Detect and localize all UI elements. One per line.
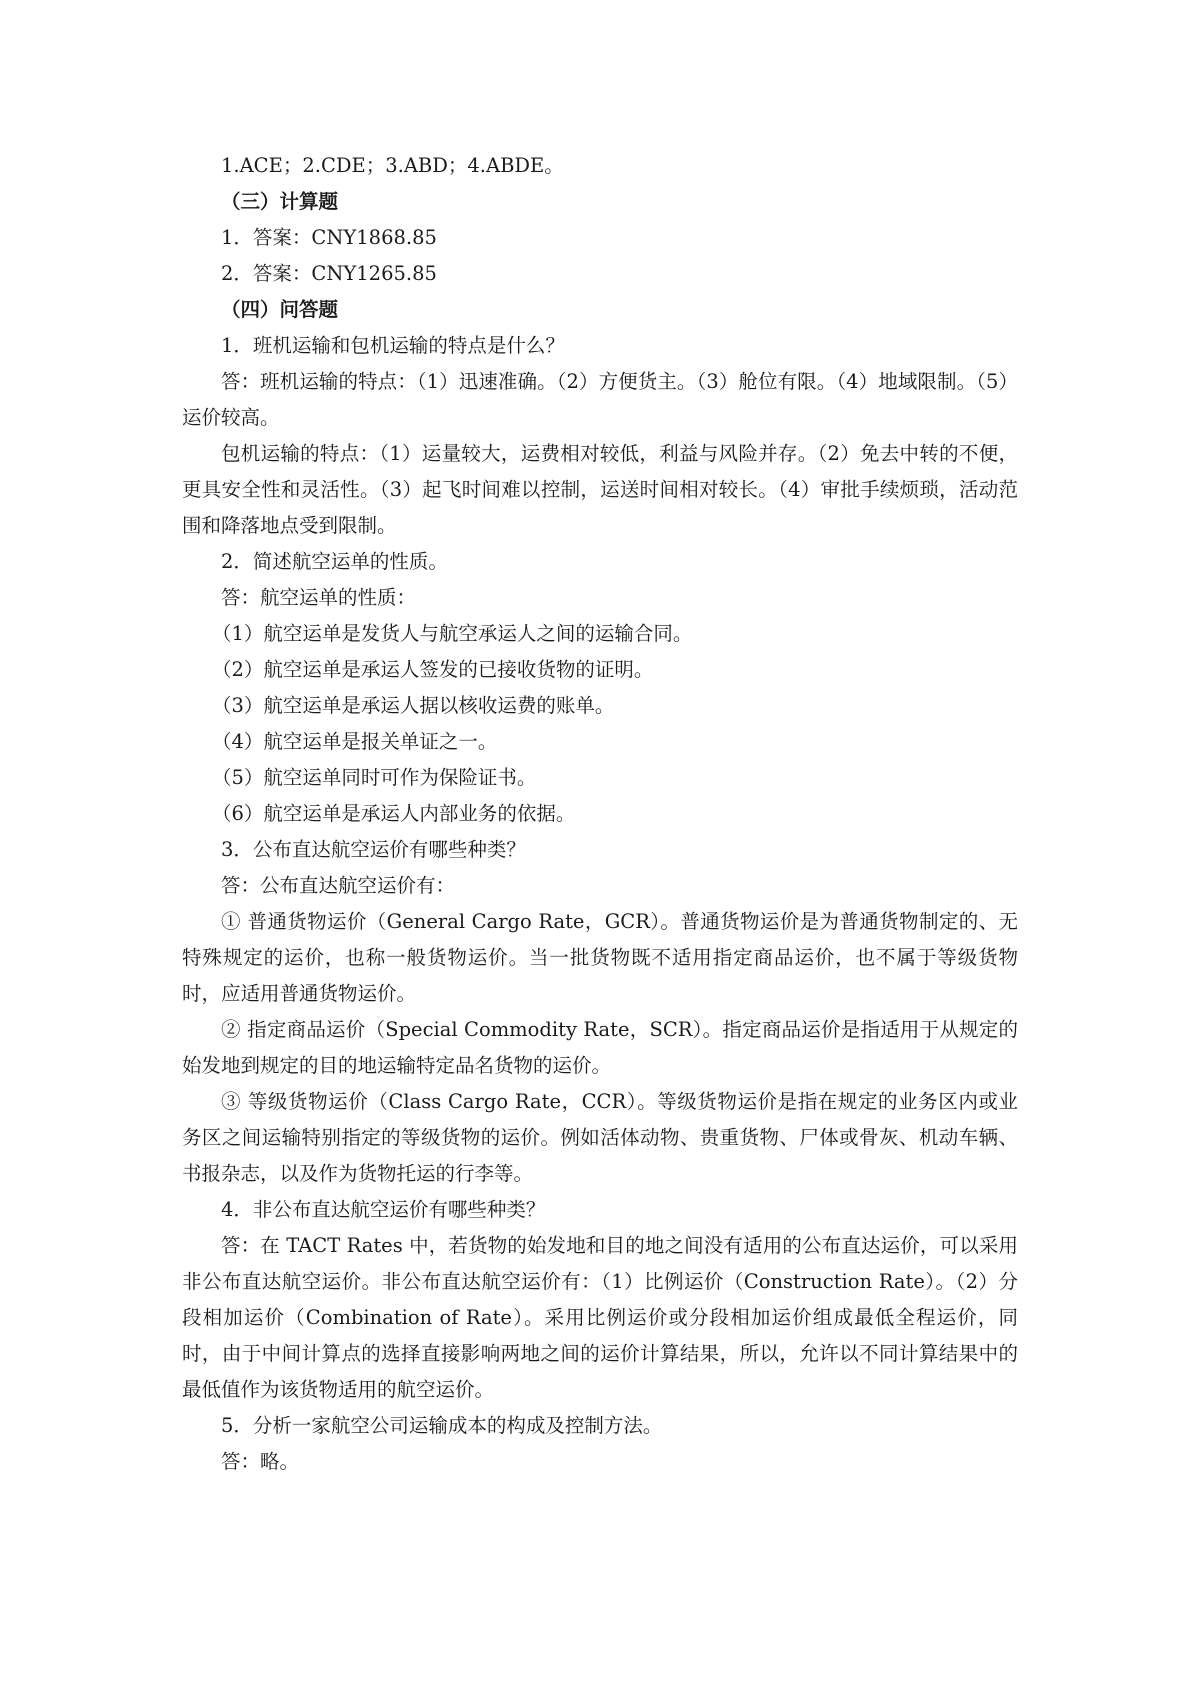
answer-2-item: （1）航空运单是发货人与航空承运人之间的运输合同。: [212, 622, 693, 645]
question-1: 1．班机运输和包机运输的特点是什么？: [221, 334, 565, 357]
choice-answers: 1.ACE；2.CDE；3.ABD；4.ABDE。: [221, 154, 564, 177]
section-heading-qa: （四）问答题: [221, 298, 339, 321]
question-5: 5．分析一家航空公司运输成本的构成及控制方法。: [221, 1414, 663, 1437]
answer-1-charter: 包机运输的特点：（1）运量较大，运费相对较低，利益与风险并存。（2）免去中转的不便，更具安全性和灵活性。（3）起飞时间难以控制，运送时间相对较长。（4）审批手续烦琐，活动范围和降落地点受到限制。: [182, 442, 1018, 537]
answer-2-item: （5）航空运单同时可作为保险证书。: [212, 766, 537, 789]
answer-2-item: （2）航空运单是承运人签发的已接收货物的证明。: [212, 658, 654, 681]
answer-1-scheduled: 答：班机运输的特点：（1）迅速准确。（2）方便货主。（3）舱位有限。（4）地域限制。（5）运价较高。: [182, 370, 1018, 429]
answer-3-gcr: ① 普通货物运价（General Cargo Rate，GCR）。普通货物运价是为普通货物制定的、无特殊规定的运价，也称一般货物运价。当一批货物既不适用指定商品运价，也不属于等级货物时，应适用普通货物运价。: [182, 910, 1018, 1005]
answer-3-scr: ② 指定商品运价（Special Commodity Rate，SCR）。指定商品运价是指适用于从规定的始发地到规定的目的地运输特定品名货物的运价。: [182, 1018, 1018, 1077]
calc-answer-1: 1．答案：CNY1868.85: [221, 226, 437, 249]
answer-2-intro: 答：航空运单的性质：: [221, 586, 417, 609]
section-heading-calculation: （三）计算题: [221, 190, 339, 213]
document-page: [182, 148, 1018, 1480]
answer-2-item: （3）航空运单是承运人据以核收运费的账单。: [212, 694, 615, 717]
question-4: 4．非公布直达航空运价有哪些种类？: [221, 1198, 546, 1221]
answer-4: 答：在 TACT Rates 中，若货物的始发地和目的地之间没有适用的公布直达运价，可以采用非公布直达航空运价。非公布直达航空运价有：（1）比例运价（Construction Rate）。（2）分段相加运价（Combination of Rate）。采用比例运价或分段相加运价组成最低全程运价，同时，由于中间计算点的选择直接影响两地之间的运价计算结果，所以，允许以不同计算结果中的最低值作为该货物适用的航空运价。: [182, 1234, 1018, 1401]
answer-3-intro: 答：公布直达航空运价有：: [221, 874, 456, 897]
answer-2-item: （6）航空运单是承运人内部业务的依据。: [212, 802, 576, 825]
answer-3-ccr: ③ 等级货物运价（Class Cargo Rate，CCR）。等级货物运价是指在规定的业务区内或业务区之间运输特别指定的等级货物的运价。例如活体动物、贵重货物、尸体或骨灰、机动车辆、书报杂志，以及作为货物托运的行李等。: [182, 1090, 1018, 1185]
calc-answer-2: 2．答案：CNY1265.85: [221, 262, 437, 285]
question-2: 2．简述航空运单的性质。: [221, 550, 448, 573]
answer-5: 答：略。: [221, 1450, 300, 1473]
answer-2-item: （4）航空运单是报关单证之一。: [212, 730, 498, 753]
question-3: 3．公布直达航空运价有哪些种类？: [221, 838, 526, 861]
